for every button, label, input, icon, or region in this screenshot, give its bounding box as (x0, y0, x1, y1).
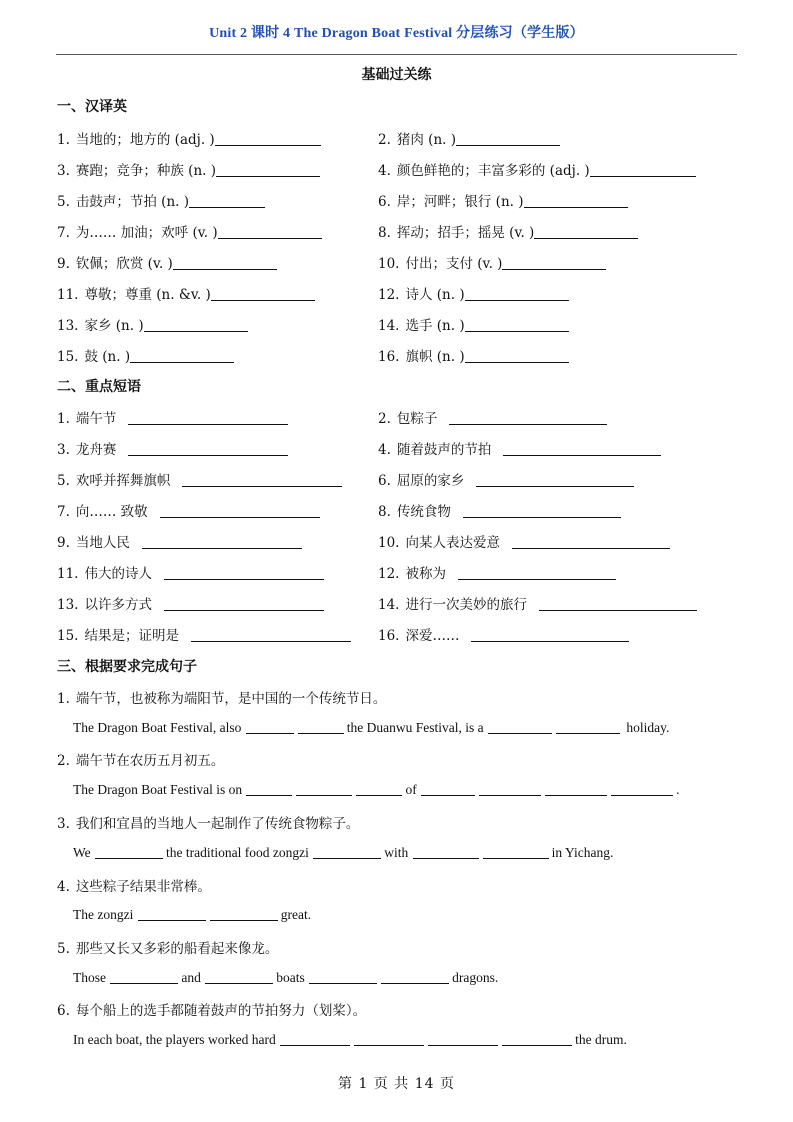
section-heading-phrases: 二、重点短语 (57, 379, 141, 395)
answer-blank[interactable] (534, 224, 638, 239)
answer-blank[interactable] (421, 781, 475, 796)
answer-blank[interactable] (381, 969, 449, 984)
answer-blank[interactable] (539, 596, 697, 611)
answer-blank[interactable] (216, 162, 320, 177)
vocab-item: 7. 为…… 加油；欢呼 (v. ) (57, 221, 322, 241)
answer-blank[interactable] (413, 844, 479, 859)
page-footer: 第 1 页 共 14 页 (338, 1076, 455, 1092)
phrase-item: 13. 以许多方式 (57, 593, 324, 613)
section-heading-sentences: 三、根据要求完成句子 (57, 659, 197, 675)
sentence-answer-line: The Dragon Boat Festival is on of . (73, 782, 680, 797)
answer-blank[interactable] (182, 472, 342, 487)
answer-blank[interactable] (465, 348, 569, 363)
answer-blank[interactable] (479, 781, 541, 796)
sentence-answer-line: In each boat, the players worked hard the drum. (73, 1032, 627, 1047)
sentence-answer-line: The Dragon Boat Festival, also the Duanwu Festival, is a holiday. (73, 720, 670, 735)
answer-blank[interactable] (173, 255, 277, 270)
vocab-item: 9. 钦佩；欣赏 (v. ) (57, 252, 277, 272)
sentence-prompt: 5. 那些又长又多彩的船看起来像龙。 (57, 941, 279, 957)
answer-blank[interactable] (144, 317, 248, 332)
answer-blank[interactable] (483, 844, 549, 859)
answer-blank[interactable] (456, 131, 560, 146)
phrase-item: 5. 欢呼并挥舞旗帜 (57, 469, 342, 489)
phrase-item: 9. 当地人民 (57, 531, 302, 551)
sentence-answer-line: The zongzi great. (73, 907, 312, 922)
answer-blank[interactable] (463, 503, 621, 518)
phrase-item: 10. 向某人表达爱意 (378, 531, 670, 551)
answer-blank[interactable] (545, 781, 607, 796)
answer-blank[interactable] (164, 565, 324, 580)
answer-blank[interactable] (313, 844, 381, 859)
answer-blank[interactable] (128, 441, 288, 456)
answer-blank[interactable] (556, 719, 620, 734)
answer-blank[interactable] (488, 719, 552, 734)
phrase-item: 3. 龙舟赛 (57, 438, 288, 458)
sentence-prompt: 3. 我们和宜昌的当地人一起制作了传统食物粽子。 (57, 816, 360, 832)
answer-blank[interactable] (191, 627, 351, 642)
answer-blank[interactable] (211, 286, 315, 301)
answer-blank[interactable] (502, 255, 606, 270)
vocab-item: 5. 击鼓声；节拍 (n. ) (57, 190, 265, 210)
answer-blank[interactable] (356, 781, 402, 796)
phrase-item: 12. 被称为 (378, 562, 616, 582)
vocab-item: 14. 选手 (n. ) (378, 314, 569, 334)
section-heading-translation: 一、汉译英 (57, 99, 127, 115)
answer-blank[interactable] (215, 131, 321, 146)
sentence-answer-line: Those and boats dragons. (73, 970, 499, 985)
answer-blank[interactable] (218, 224, 322, 239)
answer-blank[interactable] (110, 969, 178, 984)
phrase-item: 11. 伟大的诗人 (57, 562, 324, 582)
vocab-item: 13. 家乡 (n. ) (57, 314, 248, 334)
vocab-item: 3. 赛跑；竞争；种族 (n. ) (57, 159, 320, 179)
answer-blank[interactable] (246, 719, 294, 734)
phrase-item: 16. 深爱…… (378, 624, 629, 644)
answer-blank[interactable] (138, 906, 206, 921)
answer-blank[interactable] (502, 1031, 572, 1046)
answer-blank[interactable] (309, 969, 377, 984)
header-divider (56, 54, 737, 55)
answer-blank[interactable] (95, 844, 163, 859)
vocab-item: 1. 当地的；地方的 (adj. ) (57, 128, 321, 148)
answer-blank[interactable] (476, 472, 634, 487)
answer-blank[interactable] (205, 969, 273, 984)
answer-blank[interactable] (280, 1031, 350, 1046)
phrase-item: 7. 向…… 致敬 (57, 500, 320, 520)
answer-blank[interactable] (503, 441, 661, 456)
vocab-item: 2. 猪肉 (n. ) (378, 128, 560, 148)
answer-blank[interactable] (164, 596, 324, 611)
sentence-answer-line: We the traditional food zongzi with in Yichang. (73, 845, 614, 860)
phrase-item: 8. 传统食物 (378, 500, 621, 520)
answer-blank[interactable] (354, 1031, 424, 1046)
vocab-item: 11. 尊敬；尊重 (n. &v. ) (57, 283, 315, 303)
answer-blank[interactable] (465, 317, 569, 332)
sentence-prompt: 4. 这些粽子结果非常棒。 (57, 879, 211, 895)
sentence-prompt: 6. 每个船上的选手都随着鼓声的节拍努力（划桨）。 (57, 1003, 367, 1019)
answer-blank[interactable] (524, 193, 628, 208)
phrase-item: 4. 随着鼓声的节拍 (378, 438, 661, 458)
vocab-item: 10. 付出；支付 (v. ) (378, 252, 606, 272)
answer-blank[interactable] (296, 781, 352, 796)
answer-blank[interactable] (471, 627, 629, 642)
answer-blank[interactable] (611, 781, 673, 796)
phrase-item: 6. 屈原的家乡 (378, 469, 634, 489)
vocab-item: 12. 诗人 (n. ) (378, 283, 569, 303)
answer-blank[interactable] (465, 286, 569, 301)
answer-blank[interactable] (160, 503, 320, 518)
answer-blank[interactable] (142, 534, 302, 549)
answer-blank[interactable] (128, 410, 288, 425)
answer-blank[interactable] (210, 906, 278, 921)
sentence-prompt: 2. 端午节在农历五月初五。 (57, 753, 225, 769)
answer-blank[interactable] (130, 348, 234, 363)
vocab-item: 4. 颜色鲜艳的；丰富多彩的 (adj. ) (378, 159, 696, 179)
vocab-item: 16. 旗帜 (n. ) (378, 345, 569, 365)
answer-blank[interactable] (189, 193, 265, 208)
answer-blank[interactable] (449, 410, 607, 425)
vocab-item: 15. 鼓 (n. ) (57, 345, 234, 365)
phrase-item: 15. 结果是；证明是 (57, 624, 351, 644)
answer-blank[interactable] (512, 534, 670, 549)
document-header: Unit 2 课时 4 The Dragon Boat Festival 分层练习（学生版） (209, 26, 584, 41)
vocab-item: 6. 岸；河畔；银行 (n. ) (378, 190, 628, 210)
sentence-prompt: 1. 端午节，也被称为端阳节，是中国的一个传统节日。 (57, 691, 387, 707)
phrase-item: 14. 进行一次美妙的旅行 (378, 593, 697, 613)
vocab-item: 8. 挥动；招手；摇晃 (v. ) (378, 221, 638, 241)
answer-blank[interactable] (298, 719, 344, 734)
answer-blank[interactable] (428, 1031, 498, 1046)
phrase-item: 2. 包粽子 (378, 407, 607, 427)
phrase-item: 1. 端午节 (57, 407, 288, 427)
answer-blank[interactable] (458, 565, 616, 580)
answer-blank[interactable] (590, 162, 696, 177)
page-title: 基础过关练 (361, 67, 432, 83)
answer-blank[interactable] (246, 781, 292, 796)
